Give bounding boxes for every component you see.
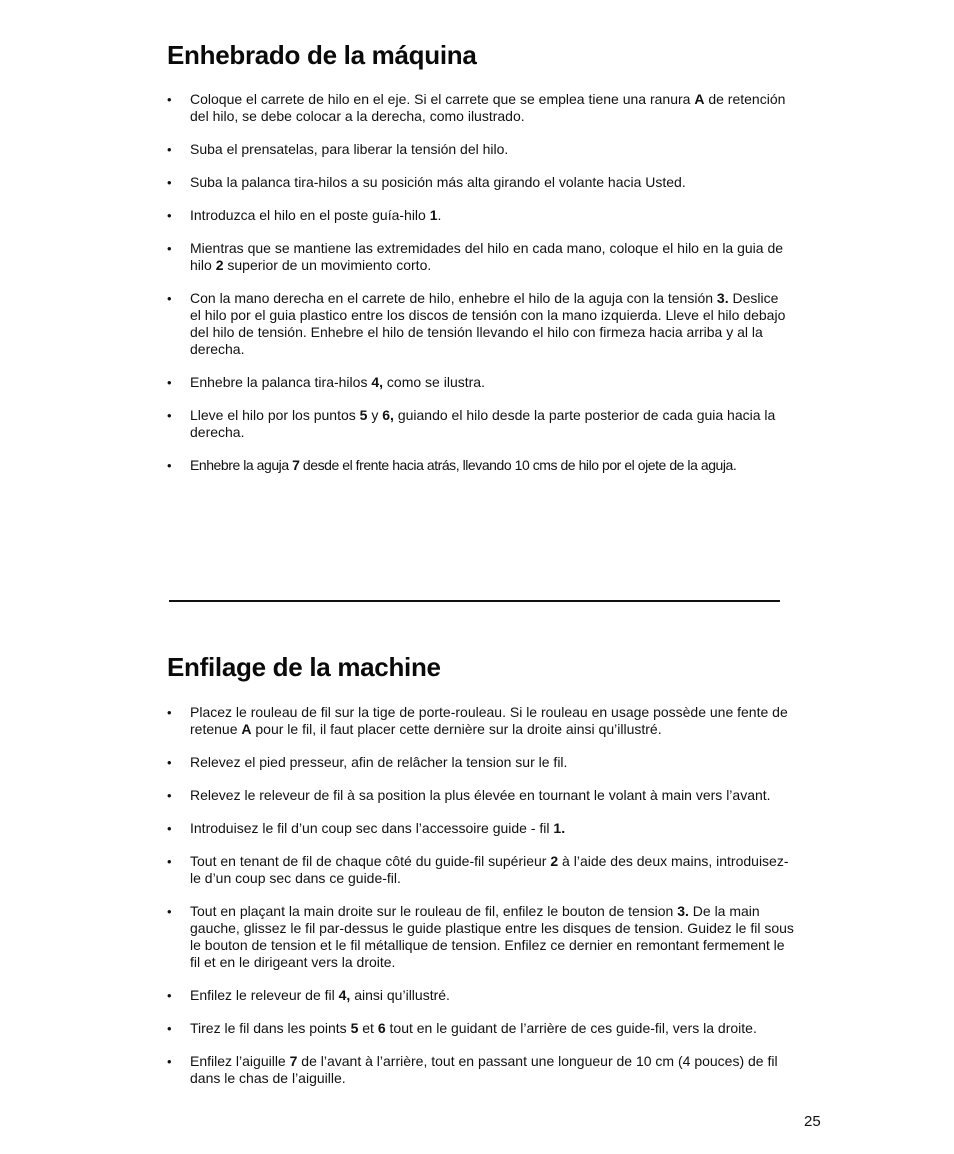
reference-label: 4, [338, 987, 351, 1003]
french-instruction-list [167, 704, 797, 1103]
reference-label: 1. [553, 820, 566, 836]
instruction-item: • Relevez le releveur de fil à sa position la plus élevée en tournant le volant à main vers l’avant. [167, 787, 797, 804]
reference-label: A [694, 91, 705, 107]
instruction-item: • Introduisez le fil d’un coup sec dans l’accessoire guide - fil 1. [167, 820, 797, 837]
reference-label: A [241, 721, 252, 737]
reference-label: 7 [289, 1053, 298, 1069]
instruction-item: • Coloque el carrete de hilo en el eje. Si el carrete que se emplea tiene una ranura A de retención del hilo, se debe colocar a la derecha, como ilustrado. [167, 91, 787, 125]
instruction-item: • Introduzca el hilo en el poste guía-hilo 1. [167, 207, 787, 224]
instruction-item: • Tout en tenant de fil de chaque côté du guide-fil supérieur 2 à l’aide des deux mains, introduisez-le d’un coup sec dans ce guide-fil. [167, 853, 797, 887]
reference-label: 3. [716, 290, 729, 306]
instruction-item: • Enhebre la aguja 7 desde el frente hacia atrás, llevando 10 cms de hilo por el ojete de la aguja. [167, 457, 787, 474]
instruction-item: • Suba la palanca tira-hilos a su posición más alta girando el volante hacia Usted. [167, 174, 787, 191]
instruction-item: • Relevez el pied presseur, afin de relâcher la tension sur le fil. [167, 754, 797, 771]
reference-label: 6, [382, 407, 394, 423]
instruction-item: • Tirez le fil dans les points 5 et 6 tout en le guidant de l’arrière de ces guide-fil, vers la droite. [167, 1020, 797, 1037]
instruction-item: • Tout en plaçant la main droite sur le rouleau de fil, enfilez le bouton de tension 3. De la main gauche, glissez le fil par-dessus le guide plastique entre les disques de tension. Guidez le fil sous le bouton de tension et le fil métallique de tension. Enfilez ce dernier en remontant fermement le fil et en le dirigeant vers la droite. [167, 903, 797, 971]
instruction-item: • Placez le rouleau de fil sur la tige de porte-rouleau. Si le rouleau en usage possède une fente de retenue A pour le fil, il faut placer cette dernière sur la droite ainsi qu’illustré. [167, 704, 797, 738]
french-heading: Enfilage de la machine [167, 652, 441, 682]
instruction-item: • Con la mano derecha en el carrete de hilo, enhebre el hilo de la aguja con la tensión 3. Deslice el hilo por el guia plastico entre los discos de tensión con la mano izquierda. Lleve el hilo debajo del hilo de tensión. Enhebre el hilo de tensión llevando el hilo con firmeza hacia arriba y al la derecha. [167, 290, 787, 358]
instruction-item: • Suba el prensatelas, para liberar la tensión del hilo. [167, 141, 787, 158]
instruction-item: • Enfilez le releveur de fil 4, ainsi qu’illustré. [167, 987, 797, 1004]
reference-label: 2 [215, 257, 224, 273]
reference-label: 3. [677, 903, 689, 919]
section-divider [169, 600, 780, 602]
reference-label: 5 [359, 407, 368, 423]
instruction-item: • Mientras que se mantiene las extremidades del hilo en cada mano, coloque el hilo en la guia de hilo 2 superior de un movimiento corto. [167, 240, 787, 274]
instruction-item: • Enhebre la palanca tira-hilos 4, como se ilustra. [167, 374, 787, 391]
reference-label: 4, [371, 374, 384, 390]
reference-label: 2 [550, 853, 559, 869]
page-number: 25 [804, 1113, 821, 1130]
reference-label: 7 [292, 457, 300, 473]
spanish-instruction-list [167, 91, 787, 490]
spanish-heading: Enhebrado de la máquina [167, 40, 477, 70]
reference-label: 6 [377, 1020, 386, 1036]
reference-label: 5 [350, 1020, 359, 1036]
reference-label: 1 [429, 207, 438, 223]
instruction-item: • Lleve el hilo por los puntos 5 y 6, guiando el hilo desde la parte posterior de cada guia hacia la derecha. [167, 407, 787, 441]
instruction-item: • Enfilez l’aiguille 7 de l’avant à l’arrière, tout en passant une longueur de 10 cm (4 pouces) de fil dans le chas de l’aiguille. [167, 1053, 797, 1087]
